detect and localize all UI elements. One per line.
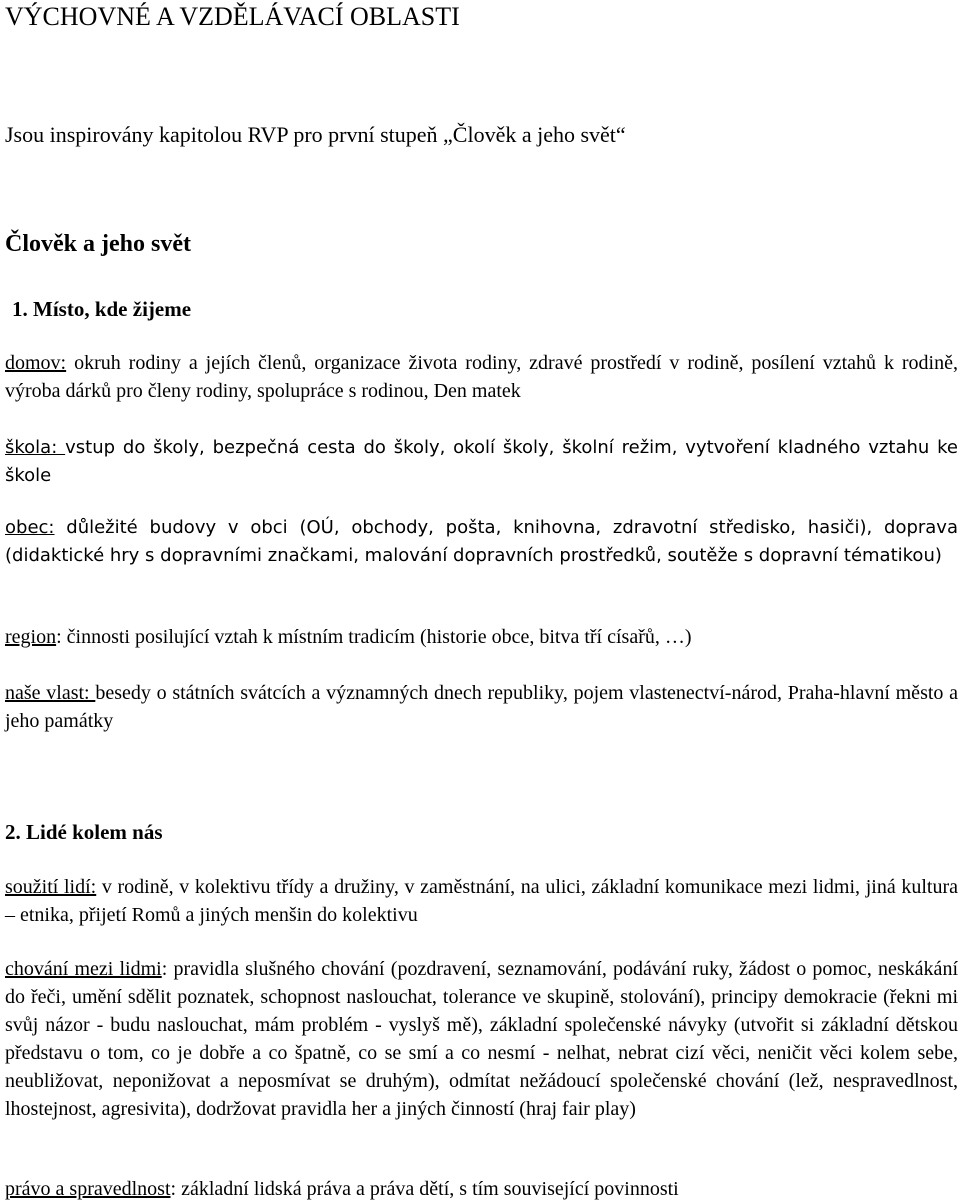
- text-souziti: v rodině, v kolektivu třídy a družiny, v zaměstnání, na ulici, základní komunikace mezi lidmi, jiná kultura – etnika, přijetí Romů a jiných menšin do kolektivu: [5, 876, 958, 926]
- section-2-heading: 2. Lidé kolem nás: [5, 820, 163, 844]
- text-pravo: : základní lidská práva a práva dětí, s tím související povinnosti: [170, 1178, 679, 1200]
- document-title: VÝCHOVNÉ A VZDĚLÁVACÍ OBLASTI: [5, 2, 460, 31]
- term-domov: domov:: [5, 352, 67, 374]
- term-skola: škola:: [5, 437, 66, 458]
- term-vlast: naše vlast:: [5, 682, 96, 704]
- text-chovani: : pravidla slušného chování (pozdravení, seznamování, podávání ruky, žádost o pomoc, neskákání do řeči, umění sdělit poznatek, schopnost naslouchat, tolerance ve skupině, stolování), principy demokracie (řekni mi svůj názor - budu naslouchat, mám problém - vyslyš mě), základní společenské návyky (utvořit si základní dětskou představu o tom, co je dobře a co špatně, co se smí a co nesmí - nelhat, nebrat cizí věci, neničit věci kolem sebe, neubližovat, neponižovat a neposmívat se druhým), odmítat nežádoucí společenské chování (lež, nespravedlnost, lhostejnost, agresivita), dodržovat pravidla her a jiných činností (hraj fair play): [5, 958, 958, 1120]
- text-obec: důležité budovy v obci (OÚ, obchody, pošta, knihovna, zdravotní středisko, hasiči), doprava (didaktické hry s dopravními značkami, malování dopravních prostředků, soutěže s dopravní tématikou): [5, 517, 958, 566]
- term-pravo: právo a spravedlnost: [5, 1178, 171, 1200]
- text-region: : činnosti posilující vztah k místním tradicím (historie obce, bitva tří císařů, …): [56, 626, 692, 648]
- text-domov: okruh rodiny a jejích členů, organizace života rodiny, zdravé prostředí v rodině, posílení vztahů k rodině, výroba dárků pro členy rodiny, spolupráce s rodinou, Den matek: [5, 352, 958, 402]
- paragraph-obec: [5, 514, 958, 570]
- text-skola: vstup do školy, bezpečná cesta do školy, okolí školy, školní režim, vytvoření kladného vztahu ke škole: [5, 437, 958, 486]
- term-obec: obec:: [5, 517, 55, 538]
- paragraph-pravo: [5, 1175, 958, 1203]
- paragraph-domov: [5, 349, 958, 405]
- term-region: region: [5, 626, 57, 648]
- intro-line: Jsou inspirovány kapitolou RVP pro první stupeň „Člověk a jeho svět“: [5, 122, 626, 147]
- subject-heading: Člověk a jeho svět: [5, 231, 191, 257]
- paragraph-chovani: [5, 955, 958, 1123]
- paragraph-vlast: [5, 679, 958, 735]
- text-vlast: besedy o státních svátcích a významných dnech republiky, pojem vlastenectví-národ, Praha-hlavní město a jeho památky: [5, 682, 959, 732]
- term-chovani: chování mezi lidmi: [5, 958, 162, 980]
- paragraph-skola: [5, 434, 958, 490]
- term-souziti: soužití lidí:: [5, 876, 97, 898]
- paragraph-souziti: [5, 873, 958, 929]
- section-1-heading: 1. Místo, kde žijeme: [12, 297, 192, 321]
- paragraph-region: [5, 623, 958, 651]
